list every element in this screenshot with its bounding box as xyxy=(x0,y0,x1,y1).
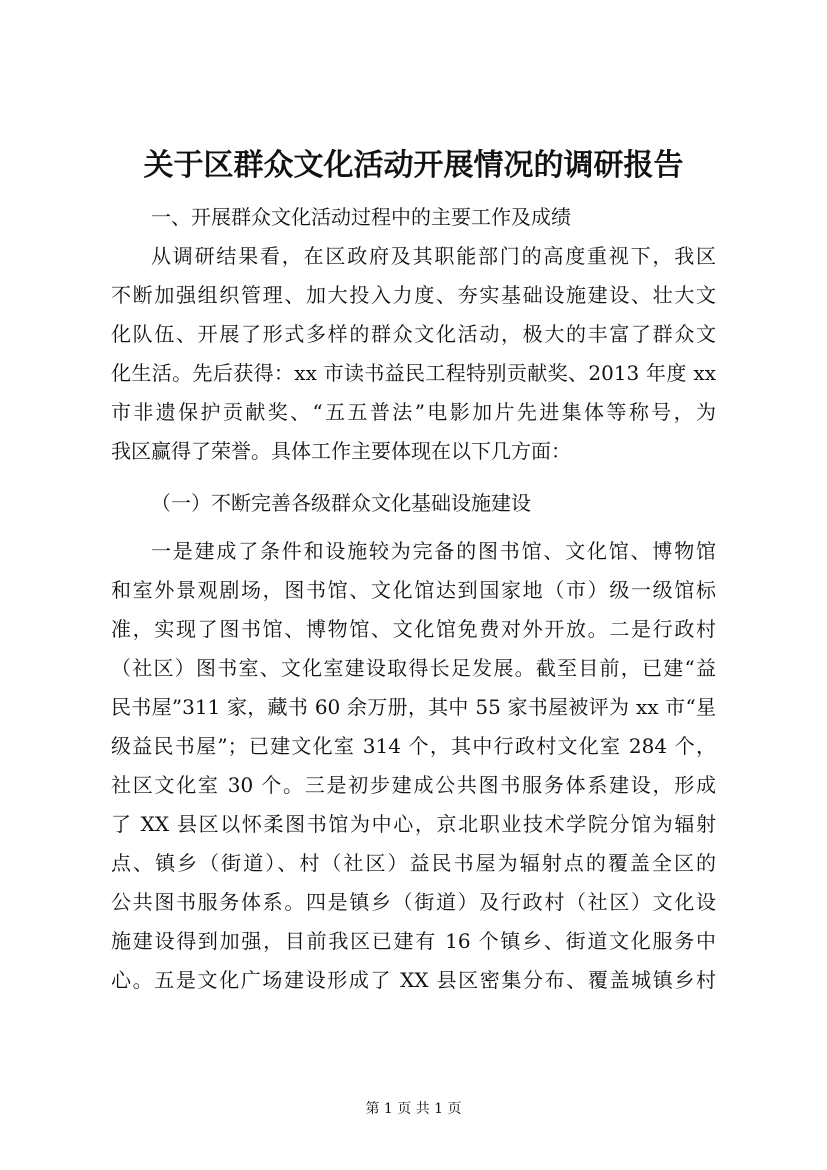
body-line: 准，实现了图书馆、博物馆、文化馆免费对外开放。二是行政村 xyxy=(111,617,716,641)
body-line: 了 XX 县区以怀柔图书馆为中心，京北职业技术学院分馆为辐射 xyxy=(111,812,716,836)
body-line: 我区赢得了荣誉。具体工作主要体现在以下几方面： xyxy=(111,439,571,463)
body-line: 从调研结果看，在区政府及其职能部门的高度重视下，我区 xyxy=(151,244,716,268)
body-line: 一是建成了条件和设施较为完备的图书馆、文化馆、博物馆 xyxy=(151,539,716,563)
subsection-heading: （一）不断完善各级群众文化基础设施建设 xyxy=(151,491,531,515)
page-footer: 第 1 页 共 1 页 xyxy=(365,1101,462,1117)
body-line: 社区文化室 30 个。三是初步建成公共图书服务体系建设，形成 xyxy=(111,773,716,797)
body-line: （社区）图书室、文化室建设取得长足发展。截至目前，已建“益 xyxy=(111,656,716,680)
body-line: 和室外景观剧场，图书馆、文化馆达到国家地（市）级一级馆标 xyxy=(111,578,716,602)
body-line: 级益民书屋”；已建文化室 314 个，其中行政村文化室 284 个， xyxy=(111,734,716,758)
body-line: 点、镇乡（街道）、村（社区）益民书屋为辐射点的覆盖全区的 xyxy=(111,851,716,875)
body-line: 公共图书服务体系。四是镇乡（街道）及行政村（社区）文化设 xyxy=(111,890,716,914)
section-heading: 一、开展群众文化活动过程中的主要工作及成绩 xyxy=(151,205,571,229)
body-line: 市非遗保护贡献奖、“五五普法”电影加片先进集体等称号，为 xyxy=(111,400,716,424)
document-title: 关于区群众文化活动开展情况的调研报告 xyxy=(143,148,684,183)
body-line: 化生活。先后获得：xx 市读书益民工程特别贡献奖、2013 年度 xx xyxy=(111,361,716,385)
body-line: 化队伍、开展了形式多样的群众文化活动，极大的丰富了群众文 xyxy=(111,322,716,346)
body-line: 不断加强组织管理、加大投入力度、夯实基础设施建设、壮大文 xyxy=(111,283,716,307)
body-line: 施建设得到加强，目前我区已建有 16 个镇乡、街道文化服务中 xyxy=(111,929,716,953)
body-line: 民书屋”311 家，藏书 60 余万册，其中 55 家书屋被评为 xx 市“星 xyxy=(111,695,716,719)
body-line: 心。五是文化广场建设形成了 XX 县区密集分布、覆盖城镇乡村 xyxy=(111,968,716,992)
